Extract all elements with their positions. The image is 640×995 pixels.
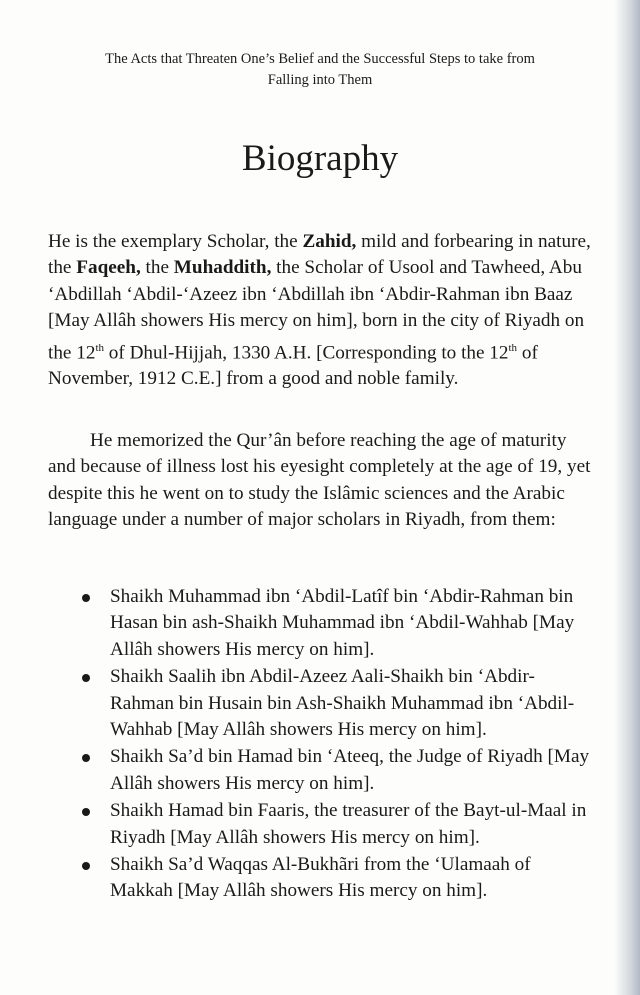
para1-text-3: the: [140, 257, 174, 279]
teacher-text: Shaikh Sa’d Waqqas Al-Bukhãri from the ‘Ulamaah of Makkah [May Allâh showers His mercy on him].: [110, 854, 531, 902]
teacher-text: Shaikh Sa’d bin Hamad bin ‘Ateeq, the Judge of Riyadh [May Allâh showers His mercy on him].: [110, 746, 590, 794]
running-header-line-2: Falling into Them: [267, 72, 373, 88]
running-header: [60, 49, 580, 91]
para1-text-2: mild and forbearing in nature, the: [48, 231, 591, 279]
list-item: [82, 744, 597, 797]
teacher-text: Shaikh Muhammad ibn ‘Abdil-Latîf bin ‘Abdir-Rahman bin Hasan bin ash-Shaikh Muhammad ibn ‘Abdil-Wahhab [May Allâh showers His mercy on him].: [110, 586, 575, 660]
para1-text-4: the Scholar of Usool and Tawheed, Abu ‘Abdillah ‘Abdil-‘Azeez ibn ‘Abdillah ibn ‘Abdir-Rahman ibn Baaz [May Allâh showers His mercy on him], born in the city of Riyadh on the 12: [48, 257, 585, 364]
list-item: [82, 852, 597, 905]
bullet-icon: [82, 862, 90, 870]
biography-paragraph-1: [48, 229, 593, 393]
para1-text-1: He is the exemplary Scholar, the: [48, 231, 303, 252]
teachers-list: [82, 584, 597, 906]
bullet-icon: [82, 808, 90, 816]
term-zahid: Zahid,: [302, 231, 357, 252]
teacher-text: Shaikh Saalih ibn Abdil-Azeez Aali-Shaikh bin ‘Abdir-Rahman bin Husain bin Ash-Shaikh Muhammad ibn ‘Abdil-Wahhab [May Allâh showers His mercy on him].: [110, 666, 575, 741]
ordinal-suffix-1: th: [95, 341, 104, 354]
list-item: [82, 584, 597, 663]
bullet-icon: [82, 674, 90, 682]
list-item: [82, 798, 597, 851]
ordinal-suffix-2: th: [508, 341, 518, 354]
para1-text-5: of Dhul-Hijjah, 1330 A.H. [Corresponding to the 12: [104, 342, 509, 364]
running-header-line-1: The Acts that Threaten One’s Belief and the Successful Steps to take from: [105, 51, 535, 67]
para1-text-6: of November, 1912 C.E.] from a good and noble family.: [48, 342, 538, 390]
page-title: Biography: [241, 138, 399, 179]
biography-paragraph-2: He memorized the Qur’ân before reaching the age of maturity and because of illness lost his eyesight completely at the age of 19, yet despite this he went on to study the Islâmic sciences and the Arabic language under a number of major scholars in Riyadh, from them:: [48, 430, 591, 531]
term-faqeeh: Faqeeh,: [76, 257, 141, 279]
term-muhaddith: Muhaddith,: [173, 257, 272, 279]
list-item: [82, 664, 597, 743]
bullet-icon: [82, 754, 90, 762]
teacher-text: Shaikh Hamad bin Faaris, the treasurer of the Bayt-ul-Maal in Riyadh [May Allâh showers His mercy on him].: [110, 800, 587, 848]
bullet-icon: [82, 594, 90, 602]
